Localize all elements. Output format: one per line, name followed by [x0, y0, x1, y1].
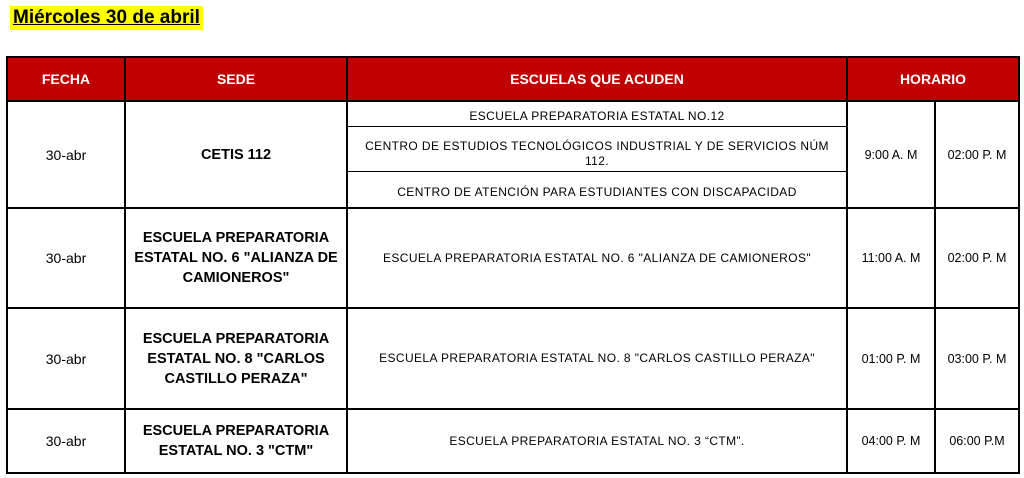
hora-inicio-cell: 11:00 A. M	[847, 208, 935, 308]
table-row	[7, 409, 1019, 473]
schedule-table	[6, 56, 1020, 474]
table-row	[7, 101, 1019, 208]
table-row	[7, 308, 1019, 409]
escuela-item: ESCUELA PREPARATORIA ESTATAL NO. 3 “CTM”.	[347, 409, 847, 473]
sede-cell: ESCUELA PREPARATORIA ESTATAL NO. 8 "CARLOS CASTILLO PERAZA"	[125, 308, 347, 409]
hora-fin-cell: 02:00 P. M	[935, 101, 1019, 208]
fecha-cell: 30-abr	[7, 101, 125, 208]
escuela-item: CENTRO DE ESTUDIOS TECNOLÓGICOS INDUSTRIAL Y DE SERVICIOS NÚM 112.	[348, 137, 846, 172]
sede-cell: ESCUELA PREPARATORIA ESTATAL NO. 3 "CTM"	[125, 409, 347, 473]
hora-inicio-cell: 04:00 P. M	[847, 409, 935, 473]
sede-cell: ESCUELA PREPARATORIA ESTATAL NO. 6 "ALIANZA DE CAMIONEROS"	[125, 208, 347, 308]
header-row	[7, 57, 1019, 101]
sede-cell: CETIS 112	[125, 101, 347, 208]
escuela-item: CENTRO DE ATENCIÓN PARA ESTUDIANTES CON DISCAPACIDAD	[397, 184, 797, 199]
hora-inicio-cell: 01:00 P. M	[847, 308, 935, 409]
table-row	[7, 208, 1019, 308]
fecha-cell: 30-abr	[7, 409, 125, 473]
header-sede: SEDE	[125, 57, 347, 101]
header-fecha: FECHA	[7, 57, 125, 101]
escuelas-cell	[347, 101, 847, 208]
escuela-item: ESCUELA PREPARATORIA ESTATAL NO. 8 "CARLOS CASTILLO PERAZA"	[347, 308, 847, 409]
hora-inicio-cell: 9:00 A. M	[847, 101, 935, 208]
escuela-item: ESCUELA PREPARATORIA ESTATAL NO.12	[348, 107, 846, 127]
hora-fin-cell: 03:00 P. M	[935, 308, 1019, 409]
fecha-cell: 30-abr	[7, 308, 125, 409]
escuela-item: ESCUELA PREPARATORIA ESTATAL NO. 6 "ALIANZA DE CAMIONEROS"	[347, 208, 847, 308]
page-title: Miércoles 30 de abril	[10, 6, 203, 30]
header-horario: HORARIO	[847, 57, 1019, 101]
escuelas-list	[348, 102, 846, 207]
hora-fin-cell: 06:00 P.M	[935, 409, 1019, 473]
hora-fin-cell: 02:00 P. M	[935, 208, 1019, 308]
fecha-cell: 30-abr	[7, 208, 125, 308]
header-escuelas: ESCUELAS QUE ACUDEN	[347, 57, 847, 101]
